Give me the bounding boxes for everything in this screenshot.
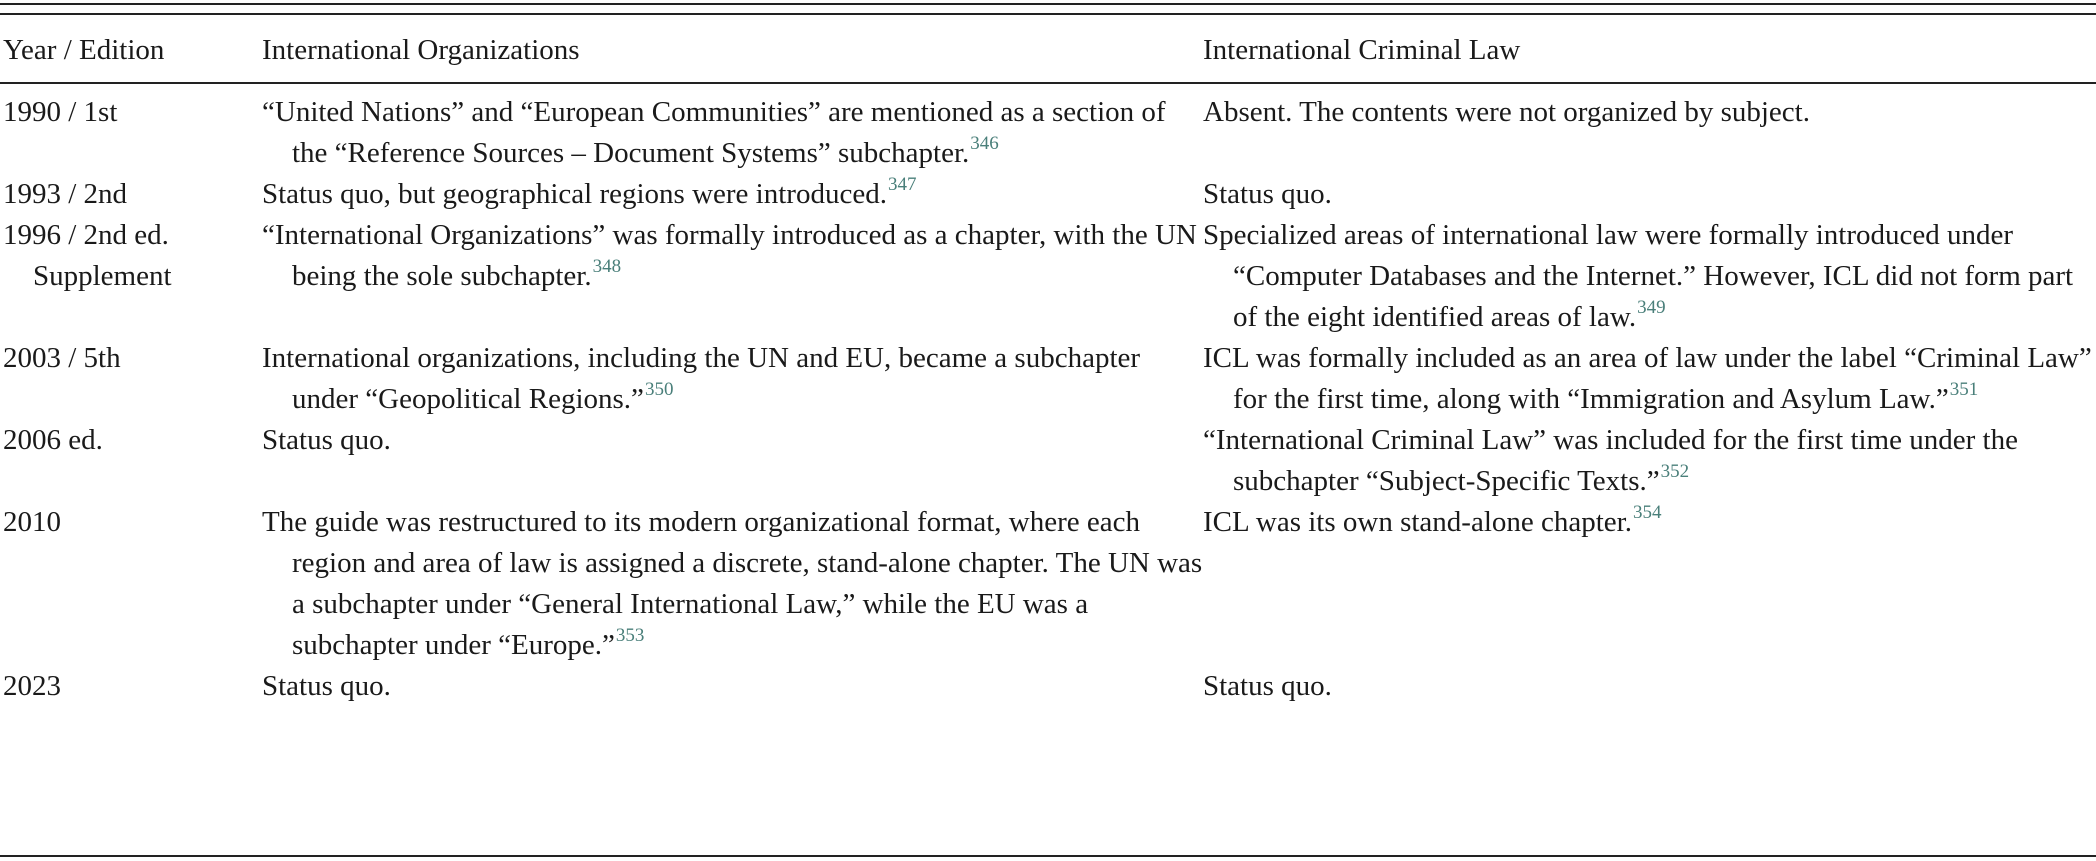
- table-bottom-rule: [0, 855, 2096, 857]
- cell-paragraph: [1203, 338, 2096, 420]
- cell-text: Status quo.: [262, 670, 391, 702]
- year-edition-text: 1996 / 2nd ed.: [3, 219, 169, 251]
- year-edition-text: 1990 / 1st: [3, 96, 118, 128]
- table-row: [0, 338, 2096, 420]
- international-criminal-law-cell: [1203, 174, 2096, 215]
- cell-paragraph: [262, 174, 1203, 215]
- cell-paragraph: [1203, 666, 2096, 707]
- year-edition-text: 2010: [3, 506, 61, 538]
- cell-paragraph: [1203, 420, 2096, 502]
- international-criminal-law-cell: [1203, 92, 2096, 174]
- international-criminal-law-cell: [1203, 338, 2096, 420]
- international-criminal-law-cell: [1203, 502, 2096, 666]
- spacer-row: [0, 84, 2096, 92]
- year-edition-text: 2003 / 5th: [3, 342, 121, 374]
- footnote-reference[interactable]: 353: [615, 625, 645, 646]
- footnote-reference[interactable]: 354: [1632, 502, 1662, 523]
- table-row: [0, 666, 2096, 707]
- table-top-rule-inner: [0, 13, 2096, 15]
- table-row: [0, 215, 2096, 338]
- cell-paragraph: [262, 92, 1203, 174]
- international-organizations-cell: [262, 420, 1203, 502]
- header-year-edition: Year / Edition: [3, 34, 165, 66]
- footnote-reference[interactable]: 347: [887, 174, 917, 195]
- footnote-reference[interactable]: 346: [970, 133, 999, 154]
- year-edition-cell: [0, 338, 262, 420]
- edition-comparison-table: [0, 22, 2096, 707]
- cell-paragraph: [262, 215, 1203, 297]
- international-organizations-cell: [262, 502, 1203, 666]
- year-edition-cell: [0, 420, 262, 502]
- cell-paragraph: [1203, 502, 2096, 543]
- international-criminal-law-cell: [1203, 666, 2096, 707]
- table-row: [0, 420, 2096, 502]
- year-edition-cell: [0, 215, 262, 338]
- footnote-reference[interactable]: 352: [1660, 461, 1690, 482]
- cell-text: Status quo.: [262, 424, 391, 456]
- cell-paragraph: [1203, 92, 2096, 133]
- footnote-reference[interactable]: 351: [1949, 379, 1979, 400]
- table-row: [0, 174, 2096, 215]
- table-row: [0, 502, 2096, 666]
- year-edition-text: 1993 / 2nd: [3, 178, 128, 210]
- cell-text: “United Nations” and “European Communities” are mentioned as a section of the “Reference Sources – Document Systems” subchapter.: [262, 96, 1166, 169]
- cell-text: Status quo.: [1203, 178, 1332, 210]
- cell-text: International organizations, including the UN and EU, became a subchapter under “Geopolitical Regions.”: [262, 342, 1141, 415]
- cell-text: Specialized areas of international law were formally introduced under “Computer Databases and the Internet.” However, ICL did not form part of the eight identified areas of law.: [1203, 219, 2074, 333]
- year-edition-text: 2006 ed.: [3, 424, 103, 456]
- international-criminal-law-cell: [1203, 215, 2096, 338]
- year-edition-cell: [0, 92, 262, 174]
- cell-text: ICL was its own stand-alone chapter.: [1203, 506, 1632, 538]
- footnote-reference[interactable]: 349: [1637, 297, 1666, 318]
- cell-text: ICL was formally included as an area of law under the label “Criminal Law” for the first time, along with “Immigration and Asylum Law.”: [1203, 342, 2092, 415]
- cell-text: “International Organizations” was formally introduced as a chapter, with the UN being the sole subchapter.: [262, 219, 1197, 292]
- year-edition-subtext: Supplement: [33, 260, 172, 292]
- footnote-reference[interactable]: 348: [592, 256, 622, 277]
- cell-text: The guide was restructured to its modern organizational format, where each region and area of law is assigned a discrete, stand-alone chapter. The UN was a subchapter under “General International Law,” while the EU was a subchapter under “Europe.”: [262, 506, 1203, 661]
- cell-paragraph: [262, 502, 1203, 666]
- year-edition-cell: [0, 174, 262, 215]
- header-international-criminal-law: International Criminal Law: [1203, 34, 1521, 66]
- international-organizations-cell: [262, 215, 1203, 338]
- cell-text: Absent. The contents were not organized by subject.: [1203, 96, 1810, 128]
- international-organizations-cell: [262, 174, 1203, 215]
- table-row: [0, 92, 2096, 174]
- cell-text: “International Criminal Law” was included for the first time under the subchapter “Subject-Specific Texts.”: [1203, 424, 2018, 497]
- table-top-rule-outer: [0, 3, 2096, 5]
- header-row: [0, 22, 2096, 84]
- year-edition-cell: [0, 502, 262, 666]
- international-organizations-cell: [262, 666, 1203, 707]
- cell-paragraph: [1203, 174, 2096, 215]
- international-criminal-law-cell: [1203, 420, 2096, 502]
- year-edition-cell: [0, 666, 262, 707]
- international-organizations-cell: [262, 338, 1203, 420]
- table-header: [0, 22, 2096, 84]
- footnote-reference[interactable]: 350: [644, 379, 674, 400]
- cell-text: Status quo.: [1203, 670, 1332, 702]
- international-organizations-cell: [262, 92, 1203, 174]
- year-edition-text: 2023: [3, 670, 61, 702]
- cell-paragraph: [262, 338, 1203, 420]
- cell-paragraph: [1203, 215, 2096, 338]
- table-body: [0, 84, 2096, 707]
- cell-text: Status quo, but geographical regions were introduced.: [262, 178, 887, 210]
- cell-paragraph: [262, 666, 1203, 707]
- cell-paragraph: [262, 420, 1203, 461]
- header-international-organizations: International Organizations: [262, 34, 580, 66]
